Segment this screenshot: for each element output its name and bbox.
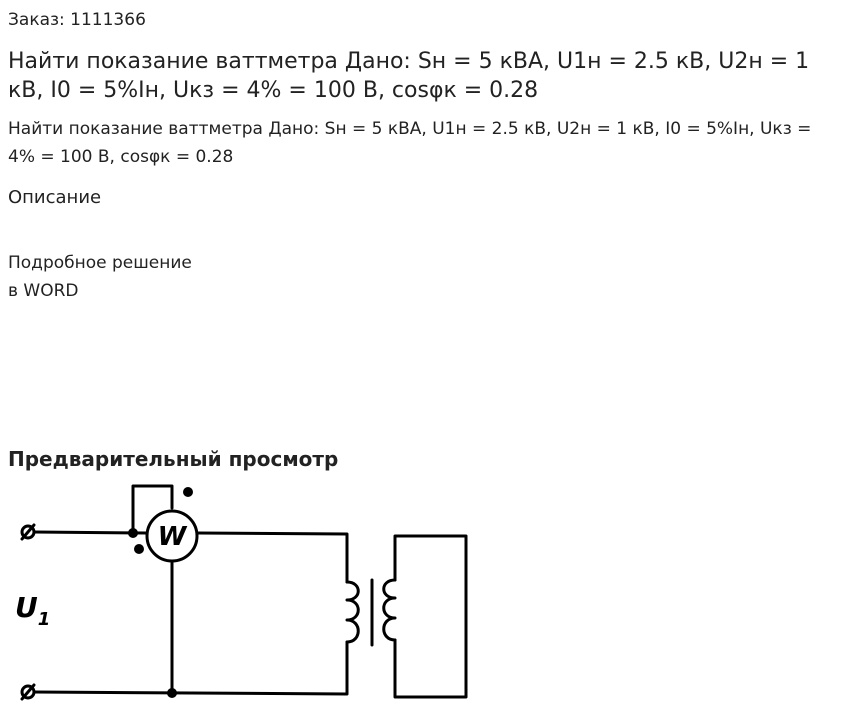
- polarity-dot-current: [134, 544, 144, 554]
- wire-bottom: [34, 642, 347, 694]
- voltage-label-main: U: [15, 591, 38, 624]
- input-terminal-bottom: [22, 685, 34, 699]
- wattmeter-symbol: W: [157, 522, 187, 552]
- task-title: Найти показание ваттметра Дано: Sн = 5 кВА, U1н = 2.5 кВ, U2н = 1 кВ, I0 = 5%Iн, Uкз = 4% = 100 В, cosφк = 0.28: [8, 49, 810, 103]
- secondary-coil-icon: [384, 580, 395, 640]
- wire-secondary-loop: [395, 536, 466, 697]
- input-terminal-top: [22, 525, 34, 539]
- order-number: Заказ: 1111366: [8, 10, 146, 30]
- description-line-2: в WORD: [8, 281, 79, 301]
- junction-dot-bottom: [167, 688, 177, 698]
- task-subtitle: Найти показание ваттметра Дано: Sн = 5 кВА, U1н = 2.5 кВ, U2н = 1 кВ, I0 = 5%Iн, Uкз = 4% = 100 В, cosφк = 0.28: [8, 119, 812, 167]
- description-line-1: Подробное решение: [8, 253, 192, 273]
- polarity-dot-voltage: [183, 487, 193, 497]
- preview-label: Предварительный просмотр: [8, 447, 339, 471]
- voltage-label-subscript: 1: [37, 609, 51, 630]
- wire-top-output: [198, 533, 347, 582]
- primary-coil-icon: [347, 582, 358, 642]
- junction-dot-top: [128, 528, 138, 538]
- circuit-diagram: [0, 478, 480, 719]
- description-label: Описание: [8, 187, 102, 208]
- voltage-label: [15, 591, 50, 630]
- description-text: [8, 249, 192, 305]
